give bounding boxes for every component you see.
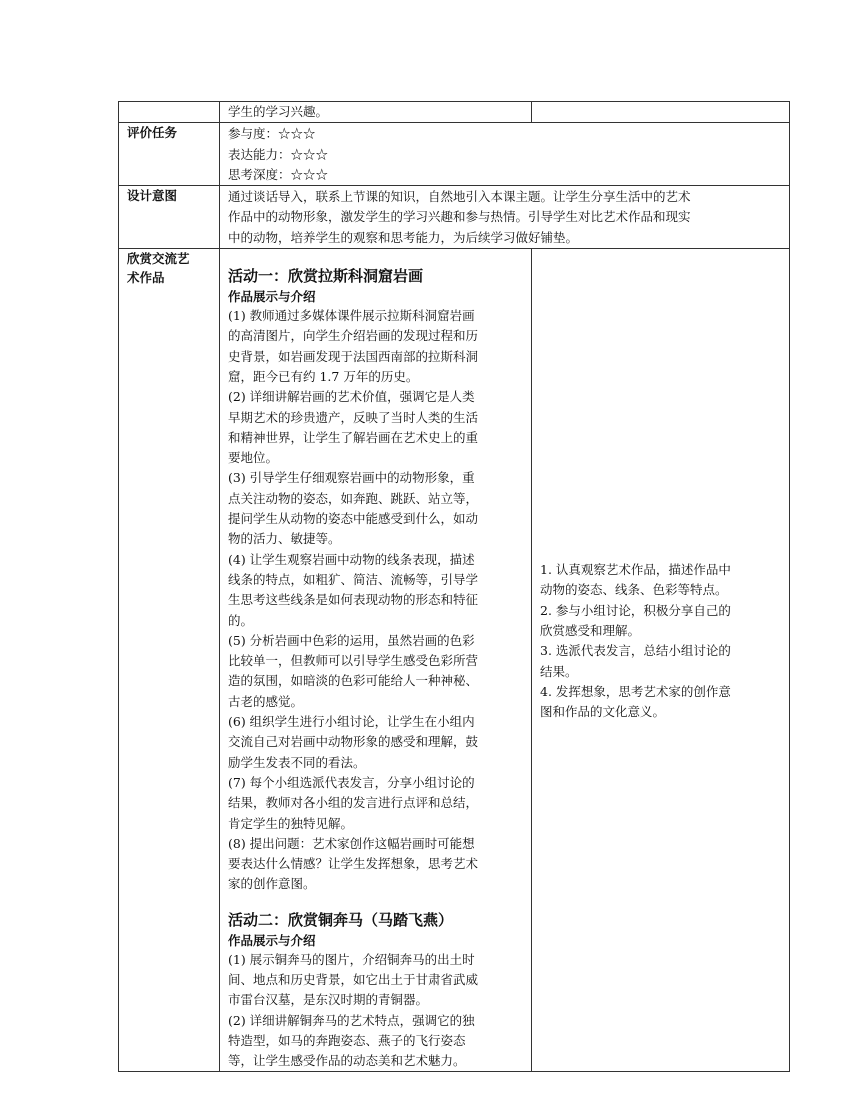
text-line: 图和作品的文化意义。 — [540, 704, 666, 720]
design-intent-line: 作品中的动物形象，激发学生的学习兴趣和参与热情。引导学生对比艺术作品和现实 — [228, 209, 691, 225]
text-line: 要地位。 — [228, 450, 279, 466]
text-line: 励学生发表不同的看法。 — [228, 754, 366, 770]
text-line: (6) 组织学生进行小组讨论，让学生在小组内 — [228, 714, 475, 730]
student-activities-list — [540, 560, 781, 722]
activities-cell — [220, 249, 532, 1072]
activity2-title: 活动二：欣赏铜奔马（马踏飞燕） — [228, 910, 454, 929]
intro-tail-text: 学生的学习兴趣。 — [228, 104, 329, 119]
empty-label-cell — [119, 102, 220, 123]
lesson-plan-table — [118, 101, 790, 1072]
activity2-body — [228, 950, 523, 1072]
text-line: 早期艺术的珍贵遗产，反映了当时人类的生活 — [228, 409, 479, 425]
text-line: 结果。 — [540, 663, 578, 679]
text-line: 窟，距今已有约 1.7 万年的历史。 — [228, 368, 419, 384]
text-line: 家的创作意图。 — [228, 876, 316, 892]
activity1-title: 活动一：欣赏拉斯科洞窟岩画 — [228, 267, 424, 286]
design-intent-line: 中的动物，培养学生的观察和思考能力，为后续学习做好铺垫。 — [228, 229, 579, 245]
appreciation-label-line: 欣赏交流艺 — [127, 251, 190, 267]
text-line: 提问学生从动物的姿态中能感受到什么，如动 — [228, 511, 479, 527]
text-line: (1) 展示铜奔马的图片，介绍铜奔马的出土时 — [228, 951, 475, 967]
text-line: 的。 — [228, 612, 254, 628]
evaluation-item: 表达能力：☆☆☆ — [228, 146, 329, 162]
text-line: 等，让学生感受作品的动态美和艺术魅力。 — [228, 1053, 466, 1069]
activity1-body — [228, 306, 523, 895]
text-line: 1. 认真观察艺术作品，描述作品中 — [540, 562, 731, 578]
text-line: (7) 每个小组选派代表发言，分享小组讨论的 — [228, 774, 475, 790]
text-line: 欣赏感受和理解。 — [540, 622, 641, 638]
text-line: 肯定学生的独特见解。 — [228, 815, 354, 831]
text-line: 的高清图片，向学生介绍岩画的发现过程和历 — [228, 328, 479, 344]
text-line: (2) 详细讲解铜奔马的艺术特点，强调它的独 — [228, 1012, 475, 1028]
text-line: 3. 选派代表发言，总结小组讨论的 — [540, 643, 731, 659]
text-line: (4) 让学生观察岩画中动物的线条表现，描述 — [228, 551, 475, 567]
text-line: (1) 教师通过多媒体课件展示拉斯科洞窟岩画 — [228, 308, 475, 324]
design-intent-label: 设计意图 — [119, 186, 220, 249]
text-line: 史背景，如岩画发现于法国西南部的拉斯科洞 — [228, 348, 479, 364]
text-line: 造的氛围，如暗淡的色彩可能给人一种神秘、 — [228, 673, 479, 689]
table-row — [119, 123, 790, 186]
text-line: (3) 引导学生仔细观察岩画中的动物形象，重 — [228, 470, 475, 486]
evaluation-item: 思考深度：☆☆☆ — [228, 166, 329, 182]
text-line: 点关注动物的姿态，如奔跑、跳跃、站立等， — [228, 490, 479, 506]
text-line: 间、地点和历史背景，如它出土于甘肃省武威 — [228, 971, 479, 987]
text-line: (8) 提出问题：艺术家创作这幅岩画时可能想 — [228, 835, 475, 851]
text-line: 生思考这些线条是如何表现动物的形态和特征 — [228, 592, 479, 608]
appreciation-label-line: 术作品 — [127, 270, 165, 286]
text-line: 线条的特点，如粗犷、简洁、流畅等，引导学 — [228, 571, 479, 587]
text-line: 动物的姿态、线条、色彩等特点。 — [540, 582, 728, 598]
table-row — [119, 249, 790, 1072]
text-line: (5) 分析岩画中色彩的运用，虽然岩画的色彩 — [228, 632, 475, 648]
text-line: 特造型，如马的奔跑姿态、燕子的飞行姿态 — [228, 1032, 466, 1048]
text-line: (2) 详细讲解岩画的艺术价值，强调它是人类 — [228, 389, 475, 405]
text-line: 2. 参与小组讨论，积极分享自己的 — [540, 602, 731, 618]
table-row — [119, 102, 790, 123]
evaluation-items — [220, 123, 790, 186]
text-line: 古老的感觉。 — [228, 693, 304, 709]
text-line: 比较单一，但教师可以引导学生感受色彩所营 — [228, 653, 479, 669]
text-line: 物的活力、敏捷等。 — [228, 531, 341, 547]
table-row — [119, 186, 790, 249]
student-activities-cell — [532, 249, 790, 1072]
text-line: 市雷台汉墓，是东汉时期的青铜器。 — [228, 992, 429, 1008]
empty-right-cell — [532, 102, 790, 123]
activity2-subtitle: 作品展示与介绍 — [228, 932, 316, 948]
text-line: 要表达什么情感？让学生发挥想象，思考艺术 — [228, 856, 479, 872]
design-intent-line: 通过谈话导入，联系上节课的知识，自然地引入本课主题。让学生分享生活中的艺术 — [228, 189, 691, 205]
appreciation-label — [119, 249, 220, 1072]
evaluation-item: 参与度：☆☆☆ — [228, 126, 316, 142]
design-intent-text — [220, 186, 790, 249]
text-line: 交流自己对岩画中动物形象的感受和理解，鼓 — [228, 734, 479, 750]
evaluation-label: 评价任务 — [119, 123, 220, 186]
text-line: 4. 发挥想象，思考艺术家的创作意 — [540, 683, 731, 699]
activity1-subtitle: 作品展示与介绍 — [228, 289, 316, 305]
intro-tail-cell — [220, 102, 532, 123]
text-line: 和精神世界，让学生了解岩画在艺术史上的重 — [228, 429, 479, 445]
text-line: 结果，教师对各小组的发言进行点评和总结， — [228, 795, 479, 811]
